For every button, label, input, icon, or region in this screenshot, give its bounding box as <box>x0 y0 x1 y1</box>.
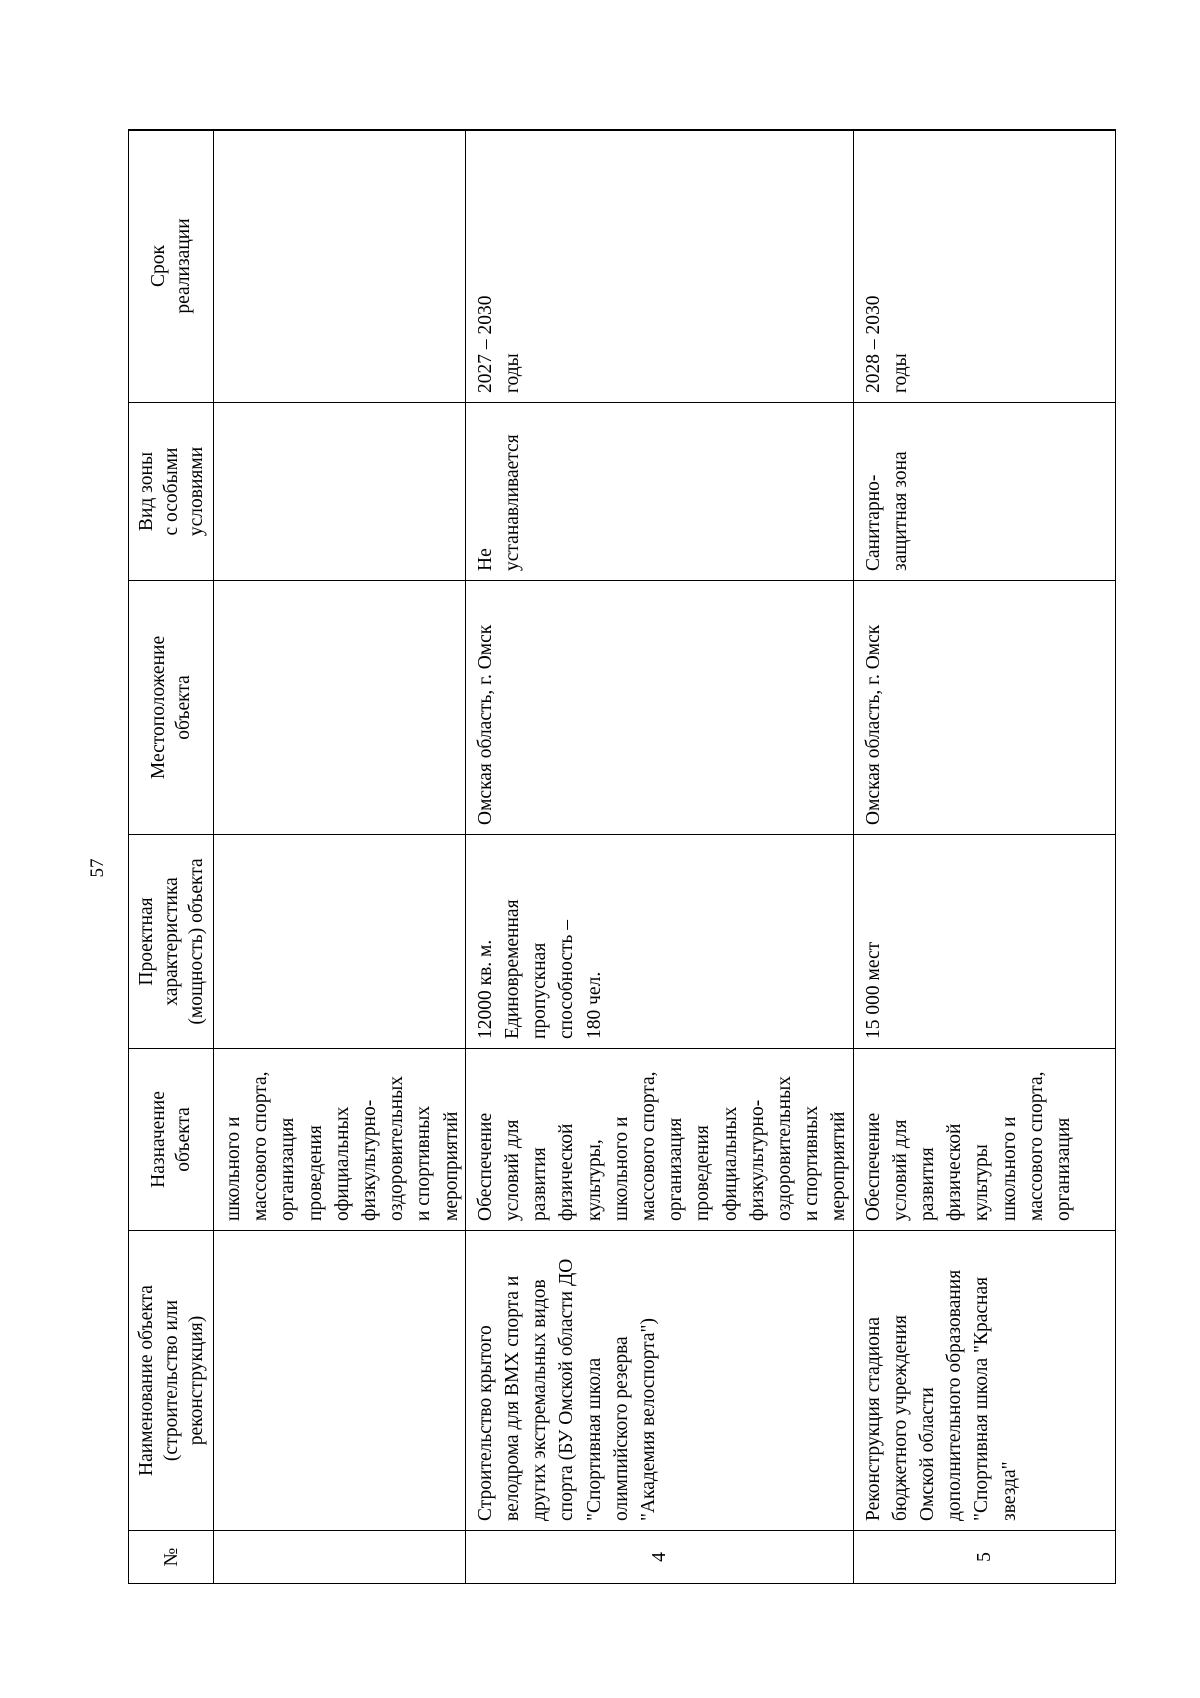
row-capacity: 15 000 мест <box>853 835 1115 1049</box>
row-zone: Санитарно- защитная зона <box>853 403 1115 581</box>
table-header-row <box>129 130 214 1584</box>
row-zone <box>214 403 466 581</box>
row-term: 2027 – 2030 годы <box>465 130 853 403</box>
header-name: Наименование объекта (строительство или реконструкция) <box>129 1231 214 1531</box>
header-capacity: Проектная характеристика (мощность) объекта <box>129 835 214 1049</box>
page-number: 57 <box>87 858 108 878</box>
row-name <box>214 1231 466 1531</box>
header-location: Местоположение объекта <box>129 581 214 835</box>
row-num <box>214 1531 466 1584</box>
row-num: 4 <box>465 1531 853 1584</box>
row-num: 5 <box>853 1531 1115 1584</box>
row-location <box>214 581 466 835</box>
row-purpose: Обеспечение условий для развития физической культуры школьного и массового спорта, организация <box>853 1049 1115 1231</box>
row-name: Реконструкция стадиона бюджетного учреждения Омской области дополнительного образования "Спортивная школа "Красная звезда" <box>853 1231 1115 1531</box>
row-name: Строительство крытого велодрома для BMX спорта и других экстремальных видов спорта (БУ Омской области ДО "Спортивная школа олимпийского резерва "Академия велоспорта") <box>465 1231 853 1531</box>
table-row <box>465 130 853 1584</box>
row-term: 2028 – 2030 годы <box>853 130 1115 403</box>
header-term: Срок реализации <box>129 130 214 403</box>
row-term <box>214 130 466 403</box>
header-zone: Вид зоны с особыми условиями <box>129 403 214 581</box>
table-row <box>853 130 1115 1584</box>
rotated-table-container <box>128 130 1116 1584</box>
row-purpose: школьного и массового спорта, организация проведения официальных физкультурно- оздоровительных и спортивных мероприятий <box>214 1049 466 1231</box>
row-zone: Не устанавливается <box>465 403 853 581</box>
objects-table <box>128 129 1116 1584</box>
row-purpose: Обеспечение условий для развития физической культуры, школьного и массового спорта, организация проведения официальных физкультурно- оздоровительных и спортивных мероприятий <box>465 1049 853 1231</box>
row-capacity <box>214 835 466 1049</box>
row-location: Омская область, г. Омск <box>465 581 853 835</box>
header-purpose: Назначение объекта <box>129 1049 214 1231</box>
row-location: Омская область, г. Омск <box>853 581 1115 835</box>
table-row <box>214 130 466 1584</box>
row-capacity: 12000 кв. м. Единовременная пропускная способность – 180 чел. <box>465 835 853 1049</box>
header-num: № <box>129 1531 214 1584</box>
